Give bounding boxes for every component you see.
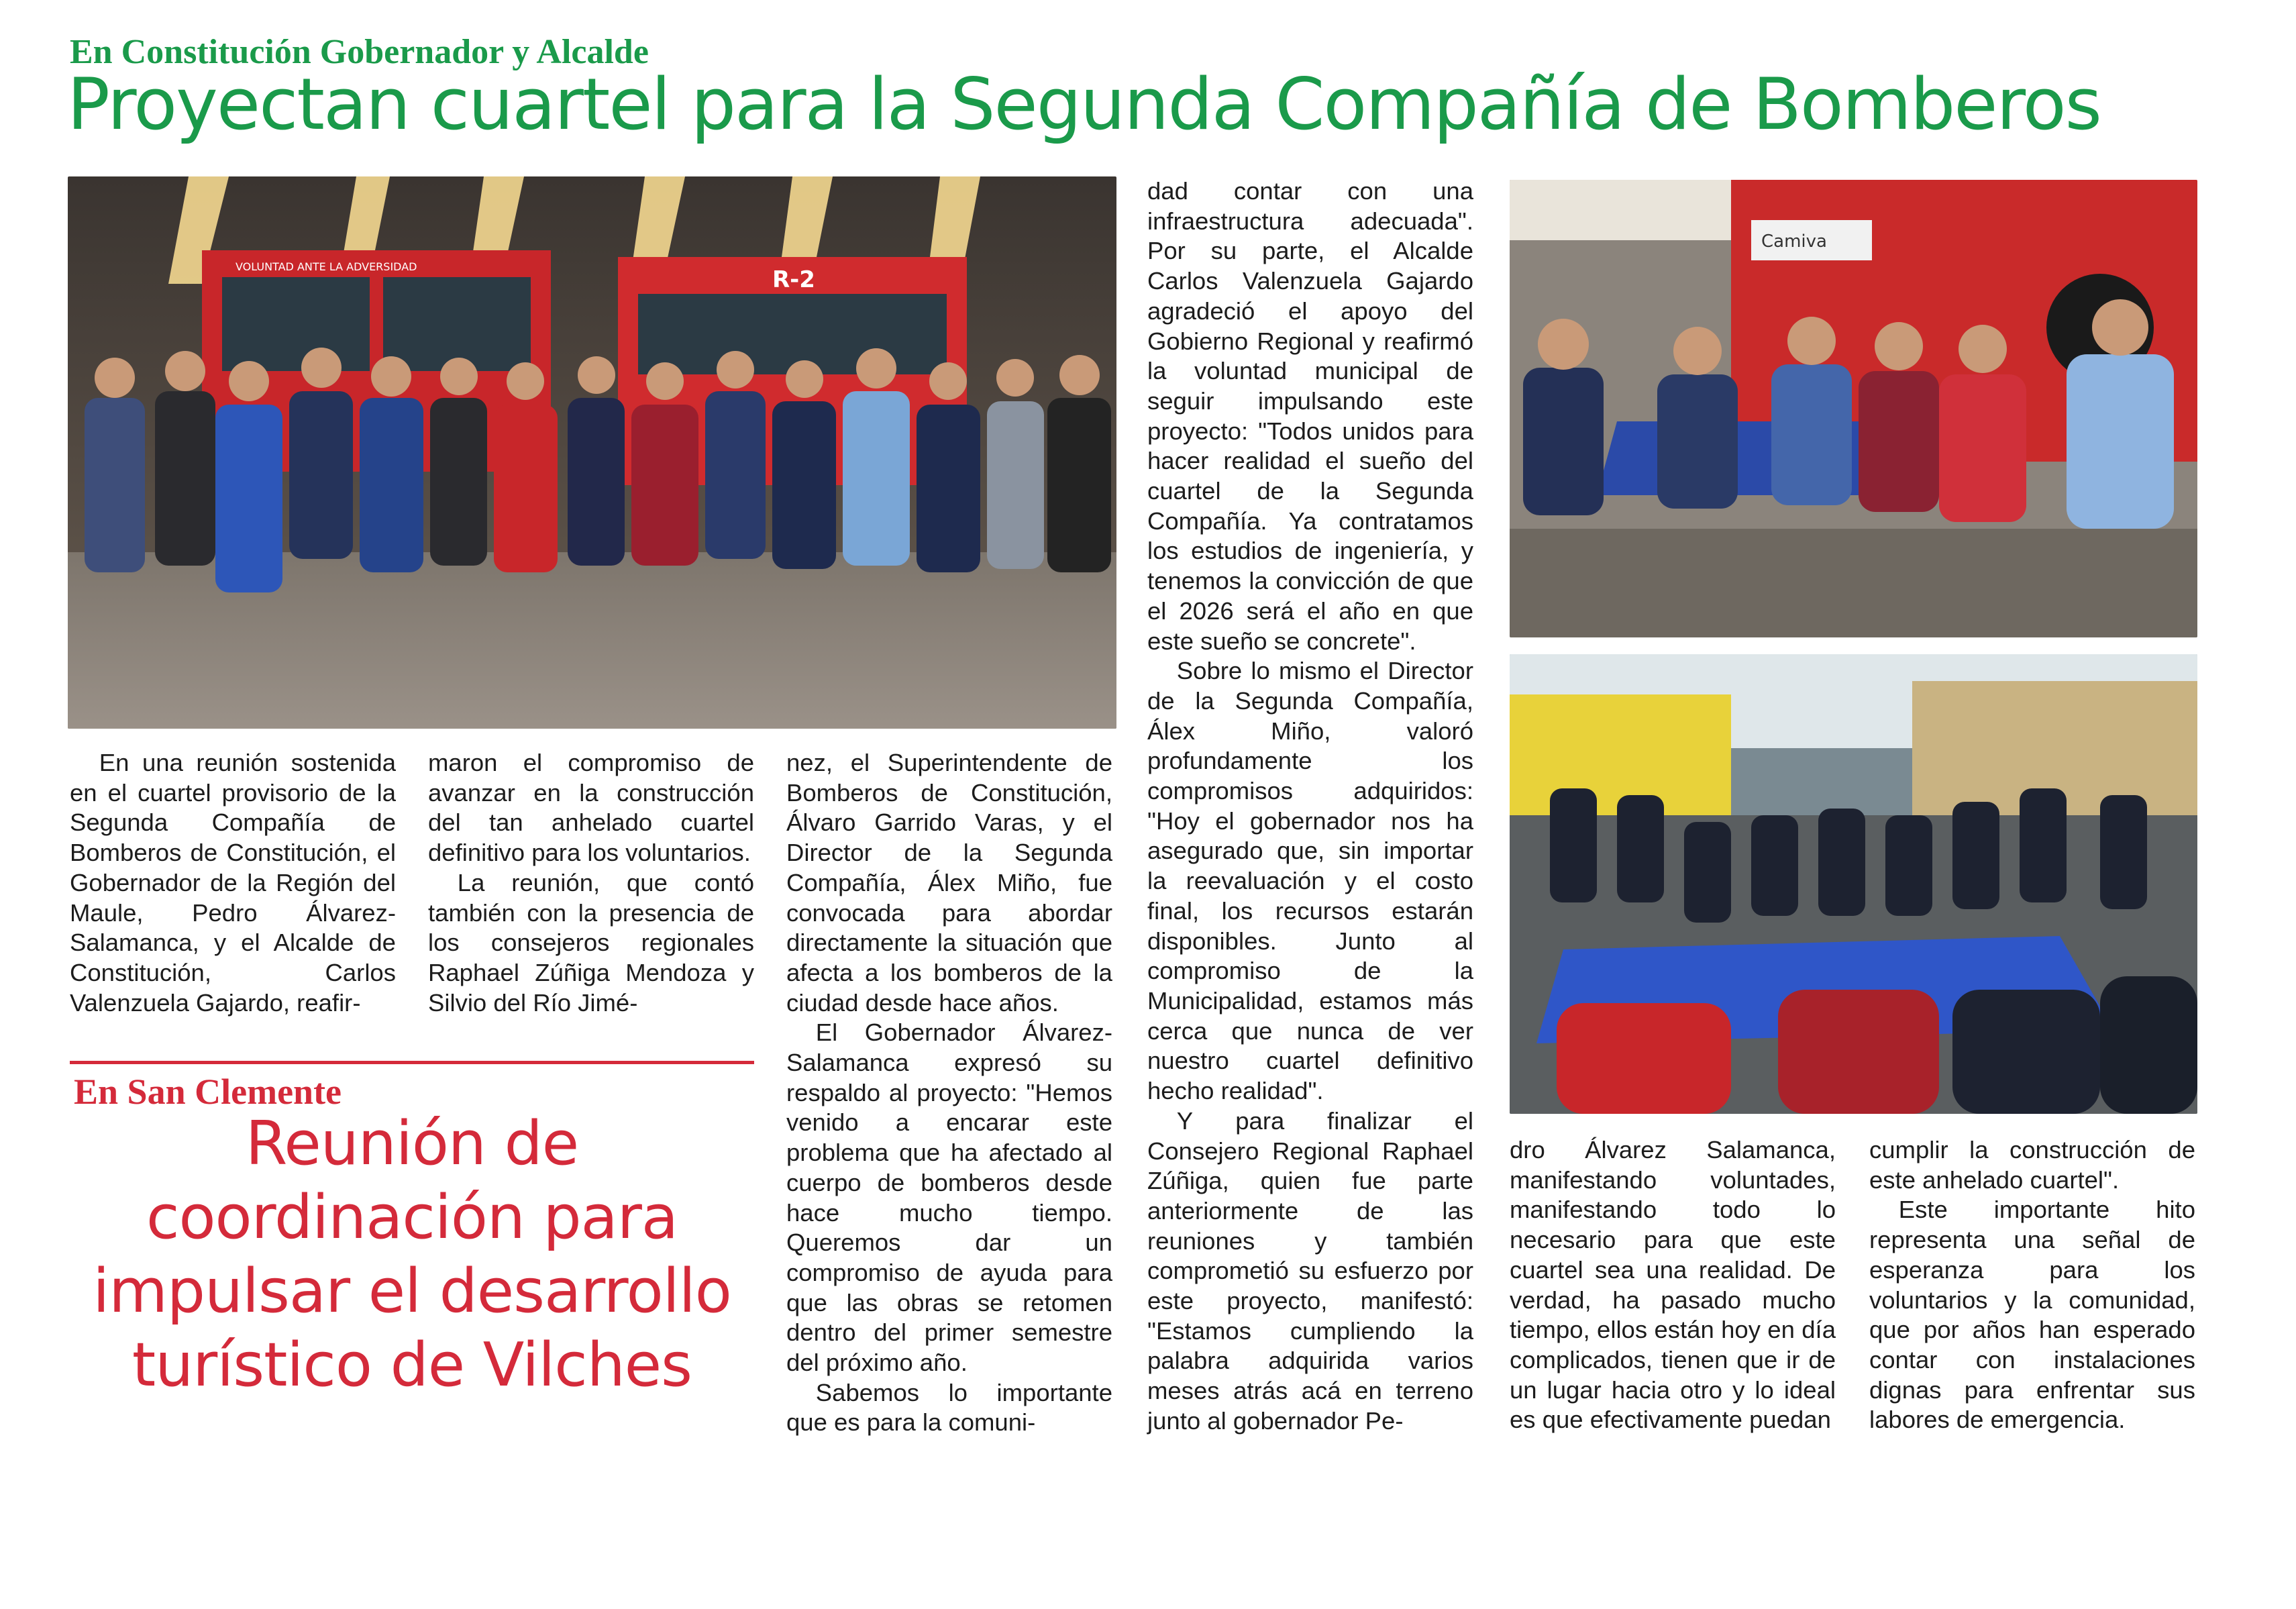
- truck-brand: Camiva: [1761, 231, 1827, 252]
- meeting-photo: [1510, 180, 2197, 637]
- group-photo: [68, 176, 1116, 729]
- body-column-4: [1147, 176, 1473, 1437]
- body-column-6: [1869, 1135, 2195, 1435]
- article-kicker-red: En San Clemente: [74, 1072, 342, 1112]
- paragraph: maron el compromiso de avanzar en la construcción del tan anhelado cuartel definitivo para los voluntarios.: [428, 749, 754, 867]
- body-column-5: [1510, 1135, 1836, 1435]
- truck-slogan: VOLUNTAD ANTE LA ADVERSIDAD: [236, 260, 417, 273]
- paragraph: El Gobernador Álvarez-Salamanca expresó su respaldo al proyecto: "Hemos venido a encarar este problema que ha afectado al cuerpo de bomberos desde hace mucho tiempo. Queremos dar un compromiso de ayuda para que las obras se retomen dentro del primer semestre del próximo año.: [786, 1019, 1112, 1377]
- paragraph: Sabemos lo importante que es para la comuni-: [786, 1378, 1112, 1437]
- article-headline-red: Reunión de coordinación para impulsar el desarrollo turístico de Vilches: [93, 1108, 731, 1400]
- article-headline: Proyectan cuartel para la Segunda Compañía de Bomberos: [67, 63, 2101, 146]
- body-column-2: [428, 748, 754, 1018]
- paragraph: En una reunión sostenida en el cuartel provisorio de la Segunda Compañía de Bomberos de Constitución, el Gobernador de la Región del Maule, Pedro Álvarez-Salamanca, y el Alcalde de Constitución, Carlos Valenzuela Gajardo, reafir-: [70, 749, 396, 1017]
- truck-number: R-2: [772, 266, 815, 293]
- paragraph: Y para finalizar el Consejero Regional Raphael Zúñiga, quien fue parte anteriormente de las reuniones y también comprometió su esfuerzo por este proyecto, manifestó: "Estamos cumpliendo la palabra adquirida varios meses atrás acá en terreno junto al gobernador Pe-: [1147, 1106, 1473, 1435]
- body-column-3: [786, 748, 1112, 1438]
- section-divider: [70, 1061, 754, 1064]
- paragraph: cumplir la construcción de este anhelado cuartel".: [1869, 1136, 2195, 1194]
- outdoor-meeting-photo: [1510, 654, 2197, 1114]
- paragraph: nez, el Superintendente de Bomberos de Constitución, Álvaro Garrido Varas, y el Director de la Segunda Compañía, Álex Miño, fue convocada para abordar directamente la situación que afecta a los bomberos de la ciudad desde hace años.: [786, 749, 1112, 1017]
- paragraph: Este importante hito representa una señal de esperanza para los voluntarios y la comunidad, que por años han esperado contar con instalaciones dignas para enfrentar sus labores de emergencia.: [1869, 1196, 2195, 1434]
- paragraph: La reunión, que contó también con la presencia de los consejeros regionales Raphael Zúñiga Mendoza y Silvio del Río Jimé-: [428, 868, 754, 1017]
- paragraph: dad contar con una infraestructura adecuada". Por su parte, el Alcalde Carlos Valenzuela Gajardo agradeció el apoyo del Gobierno Regional y reafirmó la voluntad municipal de seguir impulsando este proyecto: "Todos unidos para hacer realidad el sueño del cuartel de la Segunda Compañía. Ya contratamos los estudios de ingeniería, y tenemos la convicción de que el 2026 será el año en que este sueño se concrete".: [1147, 177, 1473, 655]
- body-column-1: [70, 748, 396, 1018]
- paragraph: dro Álvarez Salamanca, manifestando voluntades, manifestando todo lo necesario para que este cuartel sea una realidad. De verdad, ha pasado mucho tiempo, ellos están hoy en día complicados, tienen que ir de un lugar hacia otro y lo ideal es que efectivamente puedan: [1510, 1136, 1836, 1434]
- article-kicker: En Constitución Gobernador y Alcalde: [70, 33, 649, 71]
- paragraph: Sobre lo mismo el Director de la Segunda Compañía, Álex Miño, valoró profundamente los compromisos adquiridos: "Hoy el gobernador nos ha asegurado que, sin importar la reevaluación y el costo final, los recursos estarán disponibles. Junto al compromiso de la Municipalidad, estamos más cerca que nunca de ver nuestro cuartel definitivo hecho realidad".: [1147, 657, 1473, 1105]
